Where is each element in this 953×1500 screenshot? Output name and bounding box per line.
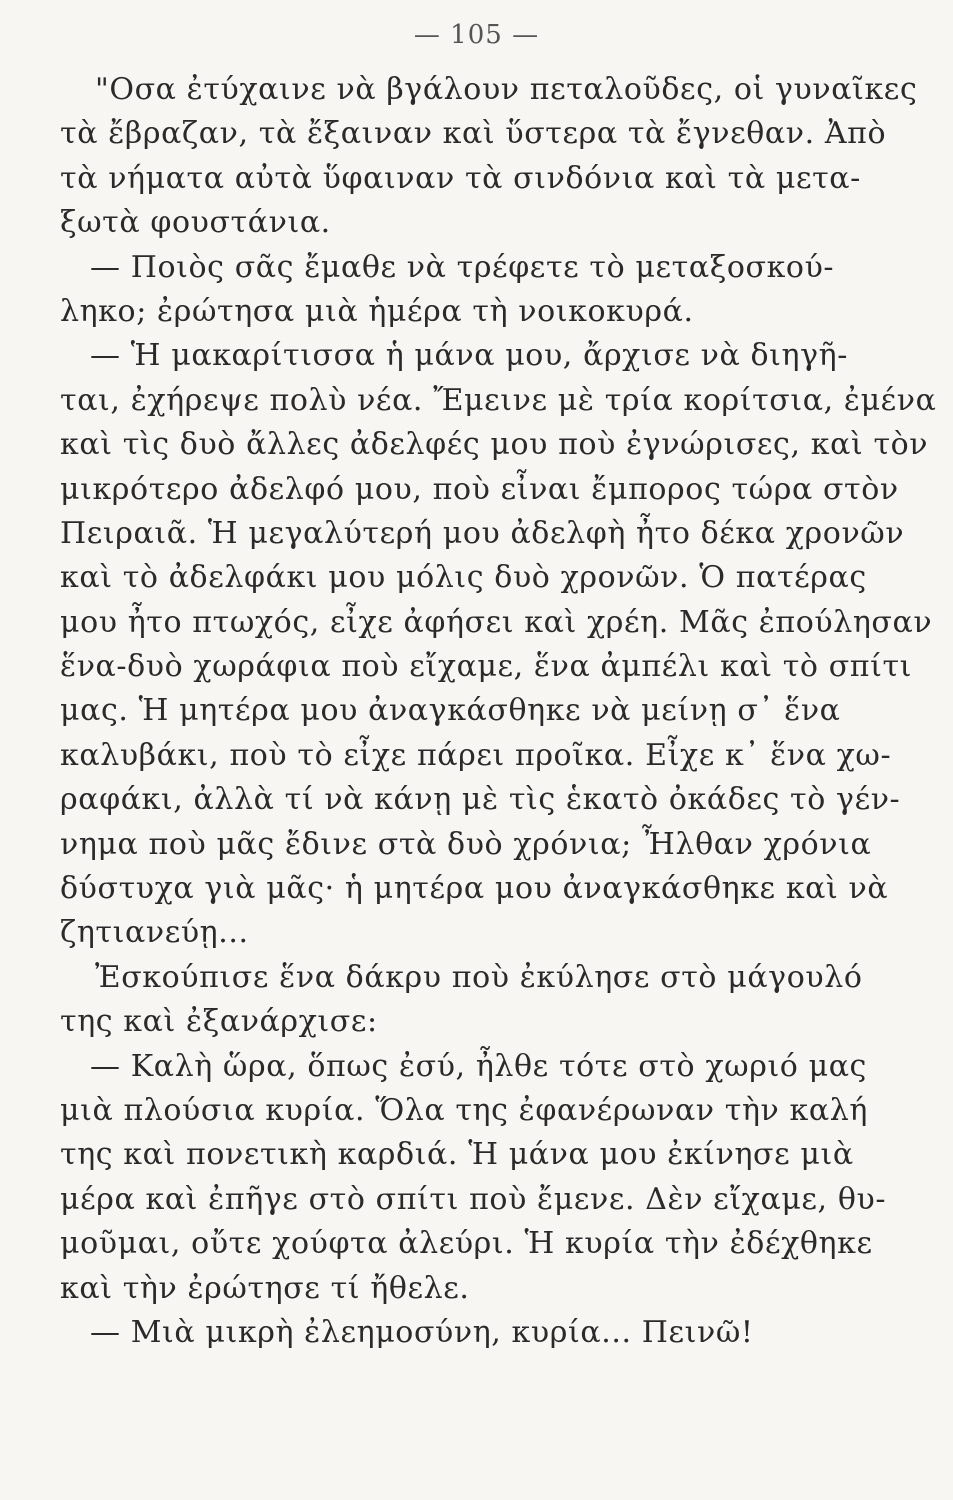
text-line: καὶ τὶς δυὸ ἄλλες ἀδελφές μου ποὺ ἐγνώρισες, καὶ τὸν [60,427,929,463]
text-line: της καὶ πονετικὴ καρδιά. Ἡ μάνα μου ἐκίνησε μιὰ [60,1137,854,1173]
text-line: δύστυχα γιὰ μᾶς· ἡ μητέρα μου ἀναγκάσθηκε καὶ νὰ [60,871,889,907]
text-line: μιὰ πλούσια κυρία. Ὅλα της ἐφανέρωναν τὴν καλή [60,1092,868,1128]
text-line: τὰ νήματα αὐτὰ ὕφαιναν τὰ σινδόνια καὶ τὰ μετα- [60,160,861,196]
text-line: — Καλὴ ὥρα, ὅπως ἐσύ, ἦλθε τότε στὸ χωριό μας [90,1048,867,1084]
text-line: καὶ τὸ ἀδελφάκι μου μόλις δυὸ χρονῶν. Ὁ πατέρας [60,560,867,596]
text-line: ται, ἐχήρεψε πολὺ νέα. Ἔμεινε μὲ τρία κορίτσια, ἐμένα [60,382,937,418]
text-line: καλυβάκι, ποὺ τὸ εἶχε πάρει προῖκα. Εἶχε κ᾽ ἕνα χω- [60,737,892,773]
text-line: — Ποιὸς σᾶς ἔμαθε νὰ τρέφετε τὸ μεταξοσκού- [90,249,835,285]
text-line: Ἐσκούπισε ἕνα δάκρυ ποὺ ἐκύλησε στὸ μάγουλό [95,959,863,995]
text-line: "Οσα ἐτύχαινε νὰ βγάλουν πεταλοῦδες, οἱ γυναῖκες [95,72,918,107]
text-line: μας. Ἡ μητέρα μου ἀναγκάσθηκε νὰ μείνῃ σ᾽ ἕνα [60,693,841,729]
text-line: νημα ποὺ μᾶς ἔδινε στὰ δυὸ χρόνια; Ἦλθαν χρόνια [60,826,872,862]
text-line: μοῦμαι, οὔτε χούφτα ἀλεύρι. Ἡ κυρία τὴν ἐδέχθηκε [60,1226,873,1262]
text-line: τὰ ἔβραζαν, τὰ ἔξαιναν καὶ ὕστερα τὰ ἔγνεθαν. Ἀπὸ [60,116,887,152]
text-line: — Ἡ μακαρίτισσα ἡ μάνα μου, ἄρχισε νὰ διηγῆ- [90,338,848,374]
text-line: ἕνα-δυὸ χωράφια ποὺ εἴχαμε, ἕνα ἀμπέλι καὶ τὸ σπίτι [60,649,913,685]
text-line: ζητιανεύῃ... [60,915,249,951]
text-line: μικρότερο ἀδελφό μου, ποὺ εἶναι ἔμπορος τώρα στὸν [60,471,899,507]
text-line: μέρα καὶ ἐπῆγε στὸ σπίτι ποὺ ἔμενε. Δὲν εἴχαμε, θυ- [60,1181,887,1217]
text-line: ληκο; ἐρώτησα μιὰ ἡμέρα τὴ νοικοκυρά. [60,293,694,329]
text-line: — Μιὰ μικρὴ ἐλεημοσύνη, κυρία... Πεινῶ! [90,1314,754,1350]
text-line: ξωτὰ φουστάνια. [60,205,331,241]
text-line: ραφάκι, ἀλλὰ τί νὰ κάνῃ μὲ τὶς ἑκατὸ ὀκάδες τὸ γέν- [60,782,901,818]
text-line: Πειραιᾶ. Ἡ μεγαλύτερή μου ἀδελφὴ ἦτο δέκα χρονῶν [60,515,905,551]
text-line: μου ἦτο πτωχός, εἶχε ἀφήσει καὶ χρέη. Μᾶς ἐπούλησαν [60,604,933,640]
body-text [60,68,937,1355]
text-line: καὶ τὴν ἐρώτησε τί ἤθελε. [60,1270,470,1306]
page-number: — 105 — [413,20,540,50]
text-line: της καὶ ἐξανάρχισε: [60,1004,378,1040]
